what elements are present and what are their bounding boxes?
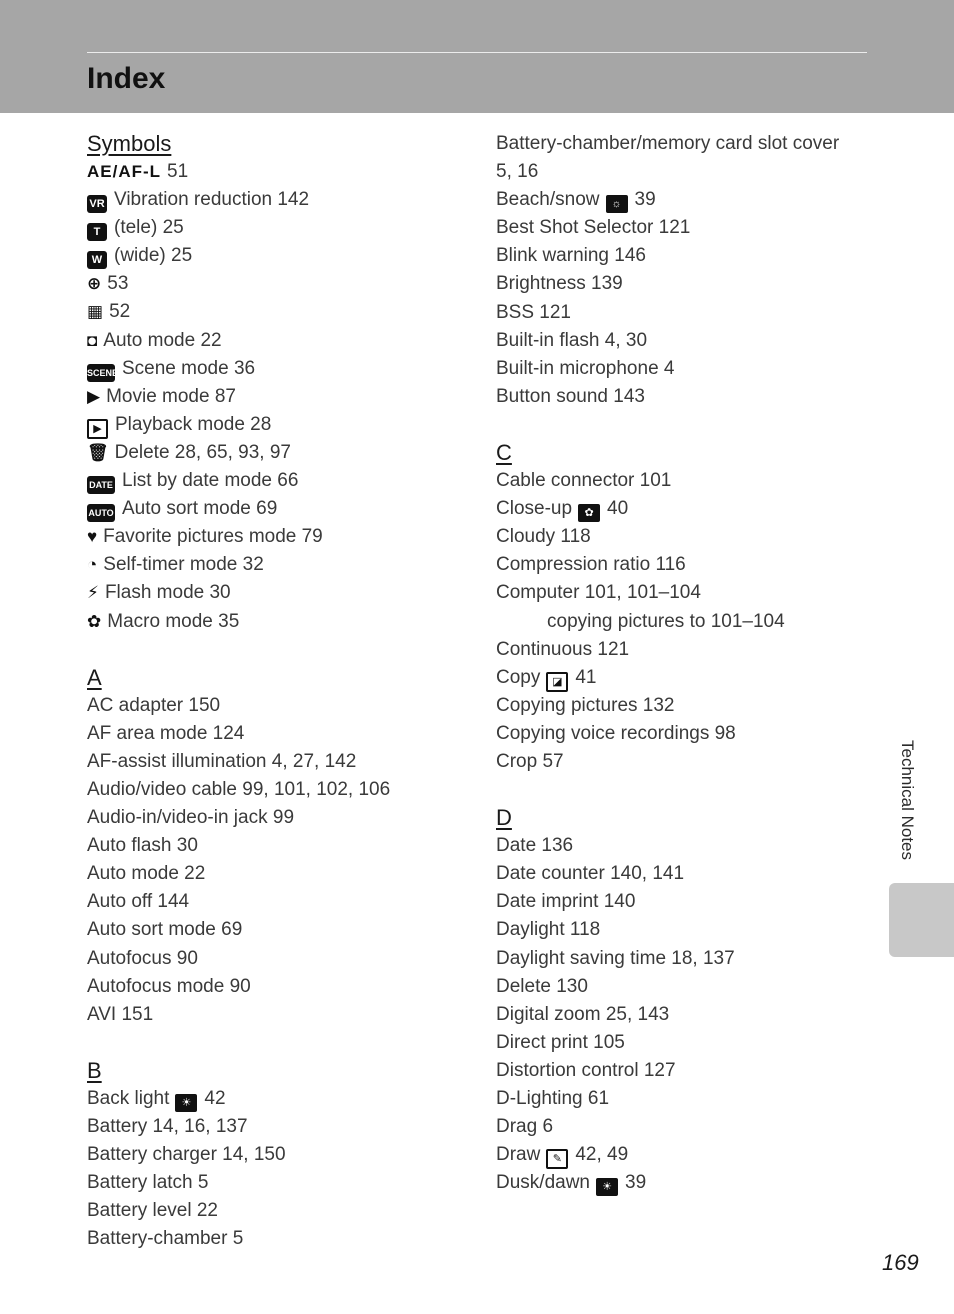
backlight-icon: ☀ [175,1094,197,1112]
index-entry-text: Dusk/dawn [496,1172,590,1194]
index-entry-text: Direct print 105 [496,1031,625,1053]
index-entry: Audio-in/video-in jack 99 [87,807,295,829]
index-entry [496,242,876,270]
index-entry [87,214,477,242]
index-entry-text: Battery latch 5 [87,1172,209,1194]
index-entry-text: copying pictures to 101–104 [547,610,785,632]
index-entry [87,439,477,467]
index-entry [496,495,876,523]
index-entry-text: Best Shot Selector 121 [496,217,691,239]
index-entry-text: Built-in microphone 4 [496,357,675,379]
index-entry [87,1197,477,1225]
index-entry-text: Close-up [496,498,573,520]
index-entry [496,130,876,158]
index-entry [87,158,477,186]
index-entry: Audio/video cable 99, 101, 102, 106 [87,778,391,800]
index-entry [496,299,876,327]
index-entry: AF-assist illumination 4, 27, 142 [87,750,357,772]
index-entry-text: Compression ratio 116 [496,554,686,576]
header-band [0,0,954,113]
index-entry-text: Auto mode 22 [103,329,222,351]
index-entry [496,916,876,944]
index-entry-text: Distortion control 127 [496,1059,676,1081]
index-entry: Autofocus 90 [87,947,198,969]
side-tab [889,883,954,957]
index-entry [87,298,477,326]
index-entry-text: Built-in flash 4, 30 [496,329,648,351]
index-entry-text: Self-timer mode 32 [103,554,264,576]
index-entry-text: Copying pictures 132 [496,694,675,716]
index-entry-text: Delete 28, 65, 93, 97 [114,441,292,463]
index-entry [87,355,477,383]
index-entry: Auto off 144 [87,891,190,913]
scene-icon: SCENE [87,364,115,382]
index-entry [87,186,477,214]
index-entry-text: Draw [496,1144,541,1166]
index-entry-text: Scene mode 36 [122,357,256,379]
index-entry-text: Battery 14, 16, 137 [87,1116,248,1137]
index-entry-page: 41 [575,666,597,688]
index-entry-text: Daylight 118 [496,919,601,941]
self-timer-icon: ◔ [87,555,98,575]
index-subentry [496,608,876,636]
index-entry-text: Cloudy 118 [496,526,591,548]
index-entry-text: Macro mode 35 [107,610,240,632]
index-entry-text: Battery level 22 [87,1200,218,1222]
vr-icon: VR [87,195,107,213]
favorite-icon: ♥ [87,527,98,547]
flash-icon: ⚡ [87,583,99,603]
index-entry [496,327,876,355]
index-entry-text: Date imprint 140 [496,891,636,913]
index-entry [496,1141,876,1169]
date-icon: DATE [87,476,115,494]
index-entry: Autofocus mode 90 [87,975,251,997]
index-entry [496,1029,876,1057]
index-entry-text: Crop 57 [496,750,564,772]
index-entry-text: (wide) 25 [114,245,193,267]
index-entry-text: 52 [109,301,131,323]
index-entry-text: Flash mode 30 [104,582,231,604]
section-spacer [87,636,477,664]
index-entry [496,355,876,383]
tele-icon: T [87,223,107,241]
beach-snow-icon: ☼ [606,195,628,213]
index-entry [87,467,477,495]
index-column-right [496,130,876,1197]
index-entry: AVI 151 [87,1003,154,1025]
index-entry [496,186,876,214]
index-entry-text: 5, 16 [496,161,539,183]
section-spacer [87,1029,477,1057]
auto-sort-icon: AUTO [87,504,115,522]
index-entry [496,523,876,551]
index-entry: AF area mode 124 [87,722,245,744]
index-entry [87,411,477,439]
index-entry [87,270,477,298]
index-entry [496,945,876,973]
index-entry [87,1225,477,1253]
index-entry-text: Cable connector 101 [496,470,672,492]
index-entry [496,1169,876,1197]
index-entry-text: Date 136 [496,835,574,857]
index-entry [87,1141,477,1169]
index-entry [87,579,477,607]
index-entry [87,1113,477,1141]
index-entry [496,214,876,242]
index-entry [87,1085,477,1113]
index-entry-text: Copying voice recordings 98 [496,722,736,744]
index-entry [496,1085,876,1113]
index-entry-text: 51 [167,161,189,182]
index-entry-text: List by date mode 66 [122,470,299,492]
index-entry [496,832,876,860]
index-entry-text: BSS 121 [496,301,571,323]
section-heading: D [496,805,512,831]
index-entry-text: Back light [87,1087,170,1109]
index-entry [496,158,876,186]
index-entry [496,692,876,720]
section-heading: B [87,1057,102,1083]
index-entry-page: 40 [607,498,629,520]
index-entry-text: Movie mode 87 [106,385,236,407]
index-entry-text: Computer 101, 101–104 [496,582,701,604]
index-entry [496,551,876,579]
close-up-icon: ✿ [578,504,600,522]
index-entry-text: Daylight saving time 18, 137 [496,947,735,969]
index-entry [496,664,876,692]
index-entry-text: Battery charger 14, 150 [87,1144,286,1166]
index-entry-text: Blink warning 146 [496,245,646,267]
index-entry-text: 53 [107,273,129,295]
playback-zoom-icon: ⊕ [87,274,102,294]
index-entry [496,973,876,1001]
index-entry [496,720,876,748]
section-heading: Symbols [87,131,172,156]
index-entry-page: 42, 49 [575,1144,629,1166]
wide-icon: W [87,251,107,269]
index-column-left [87,130,477,1253]
index-entry-text: D-Lighting 61 [496,1088,610,1109]
index-entry-text: Date counter 140, 141 [496,863,685,885]
index-entry [87,242,477,270]
index-entry-text: Beach/snow [496,189,600,211]
copy-icon: ◪ [546,672,568,692]
index-entry: AC adapter 150 [87,694,221,716]
index-entry [87,1169,477,1197]
index-entry-page: 42 [204,1087,226,1109]
index-entry [87,551,477,579]
playback-icon: ▶ [87,419,108,439]
section-heading: A [87,664,102,690]
index-entry: Auto sort mode 69 [87,919,243,941]
index-entry-text: Battery-chamber/memory card slot cover [496,133,840,154]
section-spacer [496,411,876,439]
index-entry [87,495,477,523]
index-entry-text: Battery-chamber 5 [87,1228,244,1250]
index-entry [496,467,876,495]
index-entry [496,1001,876,1029]
page-number: 169 [882,1250,919,1275]
index-entry-text: Copy [496,666,541,688]
section-heading: C [496,440,512,466]
page-title: Index [87,62,166,95]
index-entry [87,523,477,551]
section-spacer [496,776,876,804]
index-entry-page: 39 [625,1172,647,1194]
index-entry-text: Favorite pictures mode 79 [103,526,323,548]
auto-mode-camera-icon: ◘ [87,330,98,350]
index-entry [496,636,876,664]
draw-icon: ✎ [546,1149,568,1169]
thumbnail-icon: ▦ [87,302,104,322]
index-entry [496,383,876,411]
trash-icon: 🗑 [87,442,109,462]
index-entry-text: Playback mode 28 [115,413,272,435]
index-entry-text: Drag 6 [496,1116,554,1138]
dusk-dawn-icon: ☀ [596,1178,618,1196]
index-entry-text: Button sound 143 [496,385,645,407]
movie-camera-icon: ▶ [87,386,101,406]
index-entry-text: (tele) 25 [114,217,184,239]
index-entry [87,383,477,411]
index-entry [496,579,876,607]
macro-icon: ✿ [87,611,102,631]
index-entry [87,327,477,355]
index-entry-text: Brightness 139 [496,273,623,295]
index-entry-text: Delete 130 [496,975,588,997]
index-entry-text: Auto sort mode 69 [122,498,278,520]
index-entry-page: 39 [634,189,656,211]
index-entry: Auto flash 30 [87,835,198,857]
side-tab-label: Technical Notes [898,740,917,861]
index-entry [496,270,876,298]
index-entry [496,1057,876,1085]
index-entry [496,1113,876,1141]
index-entry-text: Vibration reduction 142 [114,189,310,211]
ae-af-l-icon: AE/AF-L [87,162,162,181]
index-entry-text: Digital zoom 25, 143 [496,1003,670,1025]
index-entry [87,608,477,636]
index-entry [496,748,876,776]
index-entry: Auto mode 22 [87,863,206,885]
header-rule [87,52,867,53]
index-entry-text: Continuous 121 [496,638,630,660]
index-entry [496,888,876,916]
index-entry [496,860,876,888]
